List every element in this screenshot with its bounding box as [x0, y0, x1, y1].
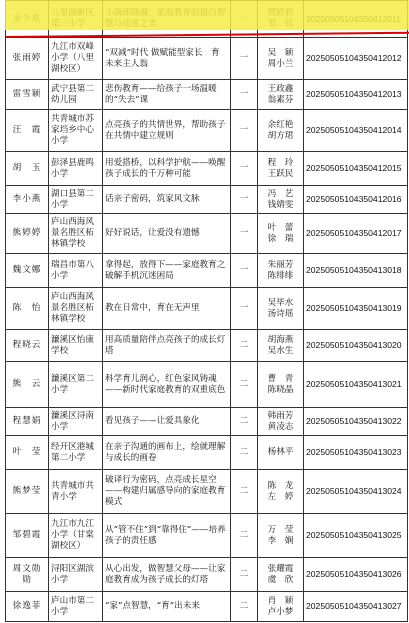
mentor-name: 王政鑫	[267, 83, 294, 94]
school-name: 经开区港城第二小学	[49, 436, 103, 470]
mentor-name: 程 玲	[267, 157, 294, 168]
mentor-name: 余红艳	[267, 119, 294, 130]
mentor-names	[258, 514, 304, 558]
participant-name: 周文勋勋	[6, 558, 49, 592]
school-name: 濂溪区第二小学	[49, 362, 103, 408]
school-name: 庐山西海风景名胜区柘林镇学校	[49, 214, 103, 254]
mentor-name: 钱婧雯	[267, 199, 294, 210]
certificate-code: 20250505104350412012	[304, 38, 408, 80]
talk-title: 点亮孩子的共情世界，帮助孩子在共情中建立规则	[103, 110, 231, 152]
mentor-name: 肖 颖	[267, 595, 294, 606]
certificate-code: 20250505104350412015	[304, 152, 408, 186]
talk-title: 教在日常中，育在无声里	[103, 288, 231, 330]
award-rank: 一	[231, 254, 258, 288]
mentor-names	[258, 362, 304, 408]
mentor-names	[258, 214, 304, 254]
school-name: 彭泽县鹿鸣小学	[49, 152, 103, 186]
participant-name: 熊 云	[6, 362, 49, 408]
certificate-code: 20250505104350413022	[304, 408, 408, 436]
mentor-name: 胡方珺	[267, 130, 294, 141]
participant-name: 张雨婷	[6, 38, 49, 80]
talk-title: 科学育儿润心，红色家风铸魂——新时代家庭教育的双重底色	[103, 362, 231, 408]
talk-title: 从心出发，做智慧父母——让家庭教育成为孩子成长的灯塔	[103, 558, 231, 592]
table-row	[6, 436, 408, 470]
talk-title: “家”点智慧，“育”出未来	[103, 592, 231, 622]
table-row	[6, 362, 408, 408]
mentor-names	[258, 110, 304, 152]
highlight-mark	[5, 0, 409, 30]
talk-title: 用爱搭桥，以科学护航——唤醒孩子成长的千万种可能	[103, 152, 231, 186]
mentor-names	[258, 80, 304, 110]
table-row	[6, 558, 408, 592]
participant-name: 程晓云	[6, 330, 49, 362]
mentor-names	[258, 558, 304, 592]
mentor-names	[258, 408, 304, 436]
mentor-names	[258, 288, 304, 330]
mentor-name: 李 娴	[267, 535, 294, 546]
talk-title: 话亲子密码，筑家风文脉	[103, 186, 231, 214]
mentor-names	[258, 38, 304, 80]
award-rank: 二	[231, 362, 258, 408]
table-row	[6, 110, 408, 152]
table-row	[6, 470, 408, 514]
mentor-name: 左 婷	[267, 491, 294, 502]
school-name: 浔阳区湖滨小学	[49, 558, 103, 592]
award-rank: 一	[231, 288, 258, 330]
mentor-name: 朱丽芳	[267, 259, 294, 270]
participant-name: 叶 莹	[6, 436, 49, 470]
mentor-name: 万 莹	[267, 524, 294, 535]
award-rank: 一	[231, 186, 258, 214]
award-rank: 二	[231, 436, 258, 470]
participant-name: 熊梦莹	[6, 470, 49, 514]
participant-name: 汪 霞	[6, 110, 49, 152]
table-row	[6, 214, 408, 254]
talk-title: 看见孩子——让爱具象化	[103, 408, 231, 436]
talk-title: “双减”时代 做赋能型家长 育未来主人翁	[103, 38, 231, 80]
mentor-name: 陈晓晶	[267, 384, 294, 395]
award-rank: 一	[231, 214, 258, 254]
participant-name: 李小燕	[6, 186, 49, 214]
certificate-code: 20250505104350412014	[304, 110, 408, 152]
talk-title: 悲伤教育——给孩子一场温暖的“失去”课	[103, 80, 231, 110]
certificate-code: 20250505104350413023	[304, 436, 408, 470]
school-name: 濂溪区浔南小学	[49, 408, 103, 436]
participant-name: 程慧娟	[6, 408, 49, 436]
awards-table	[5, 0, 408, 622]
certificate-code: 20250505104350413020	[304, 330, 408, 362]
mentor-name: 吴毕水	[267, 297, 294, 308]
school-name: 湖口县第二小学	[49, 186, 103, 214]
table-row	[6, 186, 408, 214]
award-rank: 一	[231, 80, 258, 110]
table-row	[6, 80, 408, 110]
award-rank: 二	[231, 330, 258, 362]
award-rank: 二	[231, 592, 258, 622]
mentor-name: 张耀霞	[267, 563, 294, 574]
mentor-names	[258, 330, 304, 362]
mentor-name: 徐 瑞	[267, 233, 294, 244]
talk-title: 好好说话，让爱没有遗憾	[103, 214, 231, 254]
school-name: 共青城市苏家垱乡中心小学	[49, 110, 103, 152]
mentor-name: 汤诗瑶	[267, 308, 294, 319]
mentor-name: 陈 龙	[267, 480, 294, 491]
mentor-name: 黄凌志	[267, 421, 294, 432]
mentor-names	[258, 186, 304, 214]
table-body	[6, 1, 408, 622]
participant-name: 熊婷婷	[6, 214, 49, 254]
school-name: 庐山西海风景名胜区柘林镇学校	[49, 288, 103, 330]
participant-name: 邹碧霞	[6, 514, 49, 558]
certificate-code: 20250505104350413025	[304, 514, 408, 558]
certificate-code: 20250505104350412016	[304, 186, 408, 214]
certificate-code: 20250505104350413021	[304, 362, 408, 408]
school-name: 濂溪区怡康学校	[49, 330, 103, 362]
award-rank: 一	[231, 38, 258, 80]
participant-name: 陈 怡	[6, 288, 49, 330]
mentor-name: 胡海燕	[267, 334, 294, 345]
certificate-code: 20250505104350413026	[304, 558, 408, 592]
mentor-name: 吴 颖	[267, 47, 294, 58]
mentor-name: 陈绯绯	[267, 270, 294, 281]
table-row	[6, 38, 408, 80]
award-rank: 二	[231, 470, 258, 514]
school-name: 武宁县第二幼儿园	[49, 80, 103, 110]
mentor-name: 冯 艺	[267, 188, 294, 199]
table-row	[6, 330, 408, 362]
mentor-names	[258, 152, 304, 186]
mentor-name: 卢小梦	[267, 606, 294, 617]
mentor-names	[258, 592, 304, 622]
certificate-code: 20250505104350413018	[304, 254, 408, 288]
school-name: 九江市双峰小学（八里湖校区）	[49, 38, 103, 80]
mentor-names	[258, 436, 304, 470]
table-row	[6, 288, 408, 330]
talk-title: 破译行为密码，点亮成长星空——构建归属感导向的家庭教育模式	[103, 470, 231, 514]
mentor-names	[258, 254, 304, 288]
school-name: 九江市九江小学（甘棠湖校区）	[49, 514, 103, 558]
participant-name: 魏文娜	[6, 254, 49, 288]
participant-name: 雷雪颖	[6, 80, 49, 110]
award-rank: 一	[231, 110, 258, 152]
mentor-name: 翁素芬	[267, 94, 294, 105]
table-row	[6, 592, 408, 622]
award-rank: 二	[231, 558, 258, 592]
talk-title: 从“管不住”到“靠得住”——培养孩子的责任感	[103, 514, 231, 558]
participant-name: 胡 玉	[6, 152, 49, 186]
talk-title: 在亲子沟通的画布上，绘就理解与成长的画卷	[103, 436, 231, 470]
mentor-name: 韩雨芳	[267, 410, 294, 421]
award-rank: 二	[231, 514, 258, 558]
table-row	[6, 254, 408, 288]
mentor-name: 王跃民	[267, 168, 294, 179]
school-name: 瑞昌市第八小学	[49, 254, 103, 288]
mentor-names	[258, 470, 304, 514]
mentor-name: 叶 蕾	[267, 222, 294, 233]
mentor-name: 周小兰	[267, 58, 294, 69]
table-row	[6, 408, 408, 436]
award-rank: 二	[231, 408, 258, 436]
certificate-code: 20250505104350412017	[304, 214, 408, 254]
mentor-name: 虞 欣	[267, 574, 294, 585]
school-name: 庐山市第二小学	[49, 592, 103, 622]
award-rank: 一	[231, 152, 258, 186]
talk-title: 拿得起，放得下——家庭教育之破解手机沉迷困局	[103, 254, 231, 288]
table-row	[6, 152, 408, 186]
certificate-code: 20250505104350413024	[304, 470, 408, 514]
certificate-code: 20250505104350413019	[304, 288, 408, 330]
table-row	[6, 514, 408, 558]
mentor-name: 杨林平	[267, 447, 294, 457]
mentor-name: 曹 青	[267, 373, 294, 384]
certificate-code: 20250505104350412013	[304, 80, 408, 110]
talk-title: 用高质量陪伴点亮孩子的成长灯塔	[103, 330, 231, 362]
awards-page	[5, 0, 407, 623]
school-name: 共青城市共青小学	[49, 470, 103, 514]
mentor-name: 吴水生	[267, 345, 294, 356]
certificate-code: 20250505104350413027	[304, 592, 408, 622]
participant-name: 徐逸菲	[6, 592, 49, 622]
